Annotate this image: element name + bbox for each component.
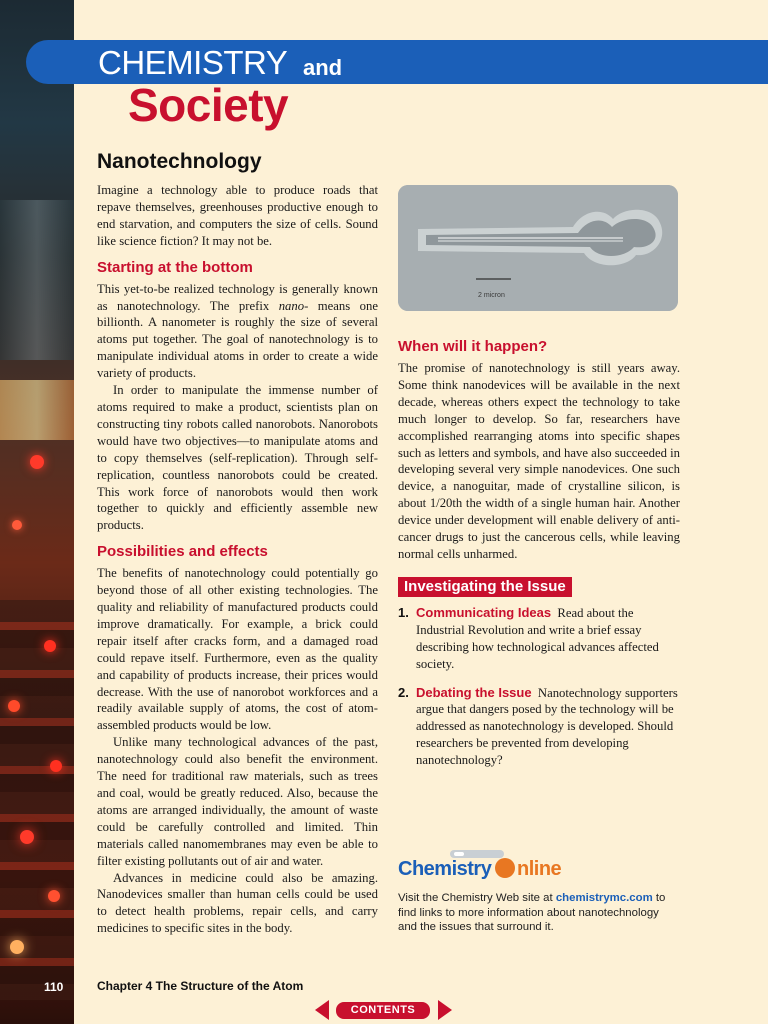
starting-paragraph-1: This yet-to-be realized technology is generally known as nanotechnology. The prefix nano- means one billionth. A nanometer is roughly the size of several atoms put together. The goal of nanotechnology is to manipulate individual atoms in order to create a wide variety of products.: [97, 281, 378, 381]
scale-label: 2 micron: [478, 292, 505, 299]
investigating-item-1: [398, 605, 680, 673]
possibilities-paragraph-3: Advances in medicine could also be amazing. Nanodevices smaller than human cells could be used to detect health problems, repair cells, and carry medicines to specific sites in the body.: [97, 870, 378, 936]
online-text: Visit the Chemistry Web site at chemistrymc.com to find links to more information about nanotechnology and the issues that surround it.: [398, 892, 666, 934]
header-chemistry: CHEMISTRY: [98, 44, 288, 81]
item-text: Debating the Issue Nanotechnology supporters argue that dangers posed by the technology will be addressed as nanotechnology is developed. Should researchers be prevented from developing nanotechnology?: [416, 684, 678, 768]
right-column: [398, 338, 680, 769]
item-number: 1.: [398, 604, 409, 620]
item-number: 2.: [398, 684, 409, 700]
next-page-arrow-icon[interactable]: [438, 1000, 452, 1020]
nanoguitar-photo: [398, 185, 678, 311]
investigating-heading: Investigating the Issue: [398, 577, 572, 597]
item-text: Communicating Ideas Read about the Industrial Revolution and write a brief essay describing how technological advances affected society.: [416, 604, 659, 671]
investigating-item-2: [398, 685, 680, 770]
online-o-icon: [495, 858, 515, 878]
footer-chapter: Chapter 4 The Structure of the Atom: [97, 979, 304, 993]
page-number: 110: [44, 980, 64, 994]
left-column: [97, 150, 378, 937]
prev-page-arrow-icon[interactable]: [315, 1000, 329, 1020]
header-and: and: [303, 55, 343, 80]
section-heading-possibilities: Possibilities and effects: [97, 543, 268, 561]
section-heading-when: When will it happen?: [398, 338, 548, 355]
possibilities-paragraph-2: Unlike many technological advances of the past, nanotechnology could also benefit the environment. The need for traditional raw materials, such as trees and coal, would be greatly reduced. Also, because the atoms are arranged individually, the amount of waste could be carefully controlled and limited. Thin materials called nanomembranes may even be able to filter existing pollutants out of air and water.: [97, 735, 378, 868]
starting-paragraph-2: In order to manipulate the immense number of atoms required to make a product, scientists plan on constructing tiny robots called nanorobots. Nanorobots would have two objectives—to manipulate atoms and to copy themselves (self-replication). Through self-replication, countless nanorobots could be created. This work force of nanorobots would then work together to quickly and efficiently assemble new products.: [97, 383, 378, 533]
section-heading-starting: Starting at the bottom: [97, 258, 253, 276]
when-paragraph: The promise of nanotechnology is still years away. Some think nanodevices will be available in the next decade, whereas others expect the technology to take much longer to develop. So far, researchers have accomplished rearranging atoms into specific shapes such as letters and symbols, and have also succeeded in developing several very simple nanodevices. One such device, a nanoguitar, made of crystalline silicon, is about 1/20th the width of a single human hair. Another device under development will enable delivery of anti-cancer drugs to just the cancerous cells, while leaving normal cells unharmed.: [398, 361, 680, 561]
investigating-box: [398, 577, 680, 597]
left-border-photo: [0, 0, 74, 1024]
chemistry-online: [398, 850, 688, 935]
chemistry-online-logo: Chemistry nline: [398, 850, 688, 886]
nanoguitar-image: [398, 185, 678, 311]
header-society: Society: [128, 79, 289, 131]
article-title: Nanotechnology: [97, 150, 262, 173]
possibilities-paragraph-1: The benefits of nanotechnology could potentially go beyond those of all other existing technologies. The quality and reliability of manufactured products could improve dramatically. For example, a brick could repair itself after cracks form, and a damaged road could repave itself. Furthermore, even as the quality and capability of products increase, their prices would decrease. With the use of nanorobot workforces and a readily available supply of atoms, the cost of atom-assembled products would be low.: [97, 566, 378, 733]
intro-paragraph: Imagine a technology able to produce roads that repave themselves, greenhouses productive enough to end starvation, and computers the size of cells. Sound like science fiction? It may not be.: [97, 183, 378, 248]
contents-button[interactable]: CONTENTS: [336, 1002, 430, 1019]
online-link[interactable]: chemistrymc.com: [555, 892, 653, 904]
